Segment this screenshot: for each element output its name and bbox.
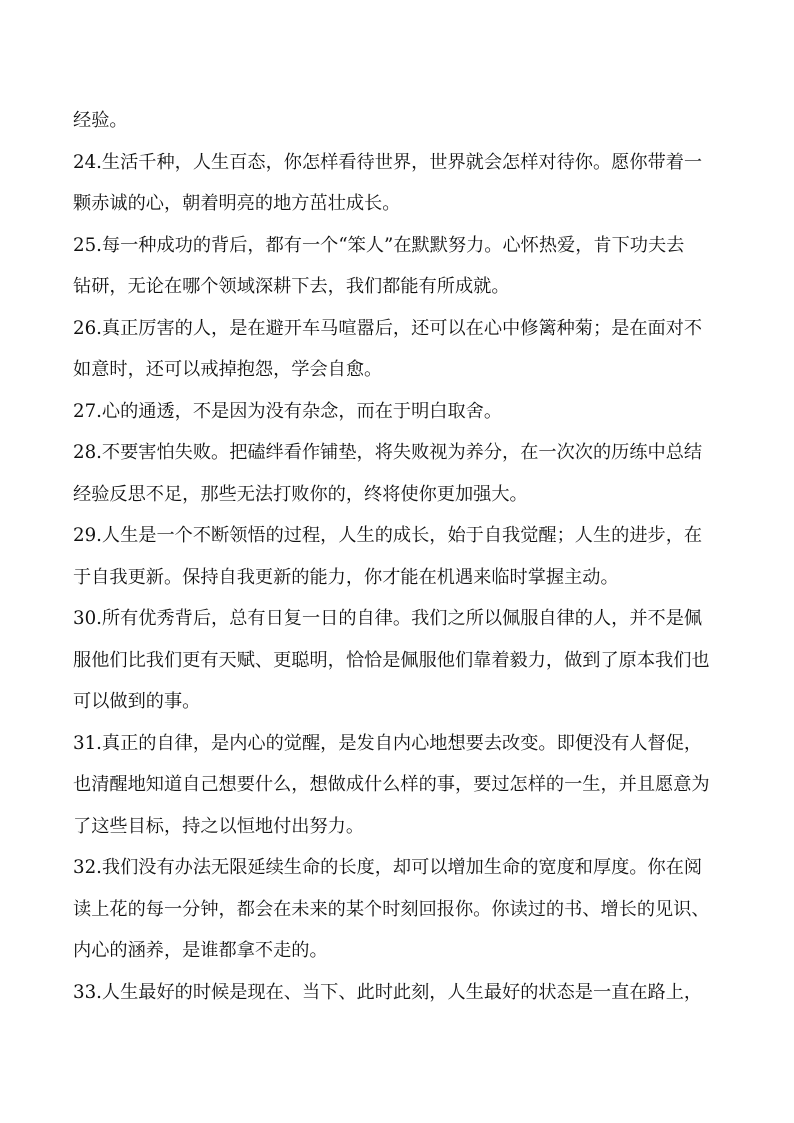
text-line: 于自我更新。保持自我更新的能力，你才能在机遇来临时掌握主动。 bbox=[73, 566, 619, 588]
text-line: 30.所有优秀背后，总有日复一日的自律。我们之所以佩服自律的人，并不是佩 bbox=[73, 608, 703, 629]
text-line: 29.人生是一个不断领悟的过程，人生的成长，始于自我觉醒；人生的进步，在 bbox=[73, 525, 703, 546]
text-line: 28.不要害怕失败。把磕绊看作铺垫，将失败视为养分，在一次次的历练中总结 bbox=[73, 442, 703, 463]
text-line: 钻研，无论在哪个领域深耕下去，我们都能有所成就。 bbox=[73, 276, 510, 297]
text-line: 27.心的通透，不是因为没有杂念，而在于明白取舍。 bbox=[73, 400, 503, 422]
text-line: 33.人生最好的时候是现在、当下、此时此刻，人生最好的状态是一直在路上， bbox=[73, 981, 703, 1003]
text-line: 经验。 bbox=[73, 110, 128, 131]
text-line: 读上花的每一分钟，都会在未来的某个时刻回报你。你读过的书、增长的见识、 bbox=[73, 898, 710, 920]
text-line: 内心的涵养，是谁都拿不走的。 bbox=[73, 940, 328, 961]
text-line: 26.真正厉害的人，是在避开车马喧嚣后，还可以在心中修篱种菊；是在面对不 bbox=[73, 317, 703, 339]
text-line: 如意时，还可以戒掉抱怨，学会自愈。 bbox=[73, 359, 383, 380]
text-line: 也清醒地知道自己想要什么，想做成什么样的事，要过怎样的一生，并且愿意为 bbox=[73, 774, 710, 795]
text-line: 32.我们没有办法无限延续生命的长度，却可以增加生命的宽度和厚度。你在阅 bbox=[73, 857, 703, 878]
text-line: 颗赤诚的心，朝着明亮的地方茁壮成长。 bbox=[73, 193, 401, 214]
document-body bbox=[73, 100, 733, 1013]
text-line: 服他们比我们更有天赋、更聪明，恰恰是佩服他们靠着毅力，做到了原本我们也 bbox=[73, 649, 710, 671]
text-line: 经验反思不足，那些无法打败你的，终将使你更加强大。 bbox=[73, 483, 528, 505]
text-line: 了这些目标，持之以恒地付出努力。 bbox=[73, 815, 365, 837]
text-line: 25.每一种成功的背后，都有一个“笨人”在默默努力。心怀热爱，肯下功夫去 bbox=[73, 234, 685, 256]
text-line: 31.真正的自律，是内心的觉醒，是发自内心地想要去改变。即便没有人督促， bbox=[73, 732, 703, 754]
text-line: 可以做到的事。 bbox=[73, 691, 201, 712]
text-line: 24.生活千种，人生百态，你怎样看待世界，世界就会怎样对待你。愿你带着一 bbox=[73, 151, 703, 173]
